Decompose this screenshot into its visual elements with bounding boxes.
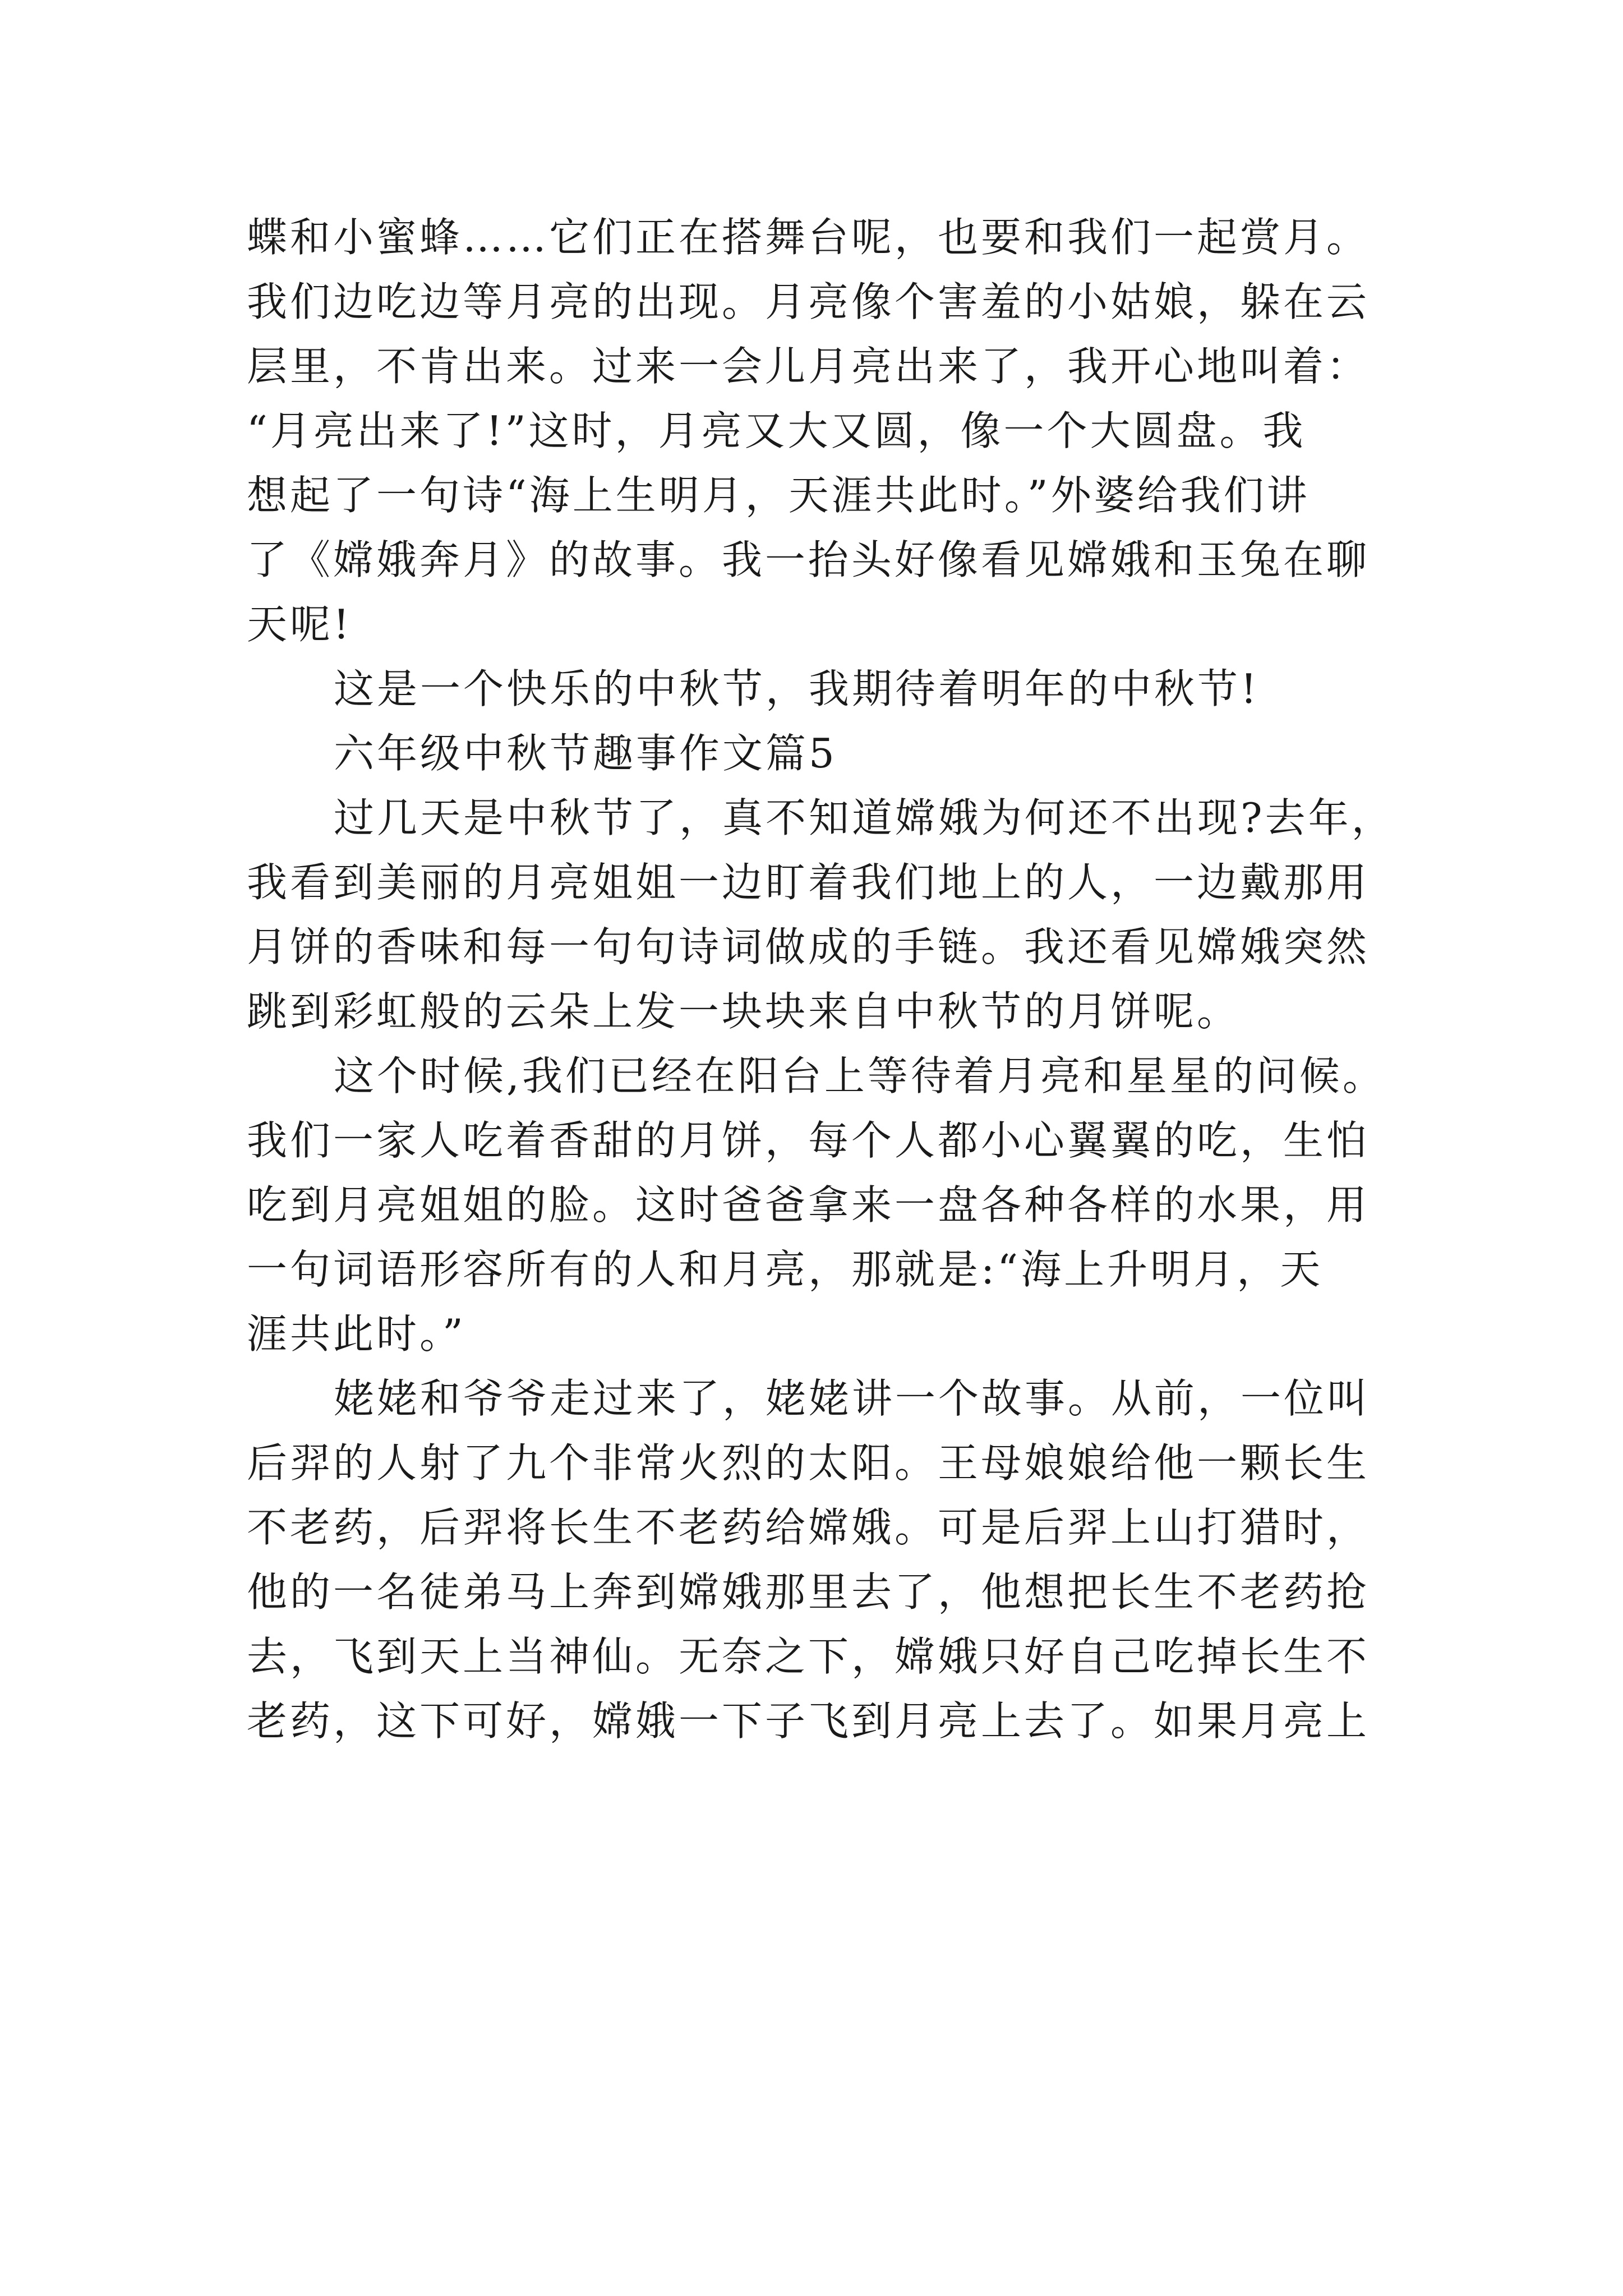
text-line: 层里，不肯出来。过来一会儿月亮出来了，我开心地叫着：	[247, 343, 1370, 390]
text-line: 一句词语形容所有的人和月亮，那就是:“海上升明月，天	[247, 1246, 1324, 1293]
text-line: 蝶和小蜜蜂……它们正在搭舞台呢，也要和我们一起赏月。	[247, 214, 1370, 261]
text-line: 吃到月亮姐姐的脸。这时爸爸拿来一盘各种各样的水果，用	[247, 1181, 1370, 1228]
text-line: 我们一家人吃着香甜的月饼，每个人都小心翼翼的吃，生怕	[247, 1117, 1370, 1164]
text-line: 后羿的人射了九个非常火烈的太阳。王母娘娘给他一颗长生	[247, 1439, 1370, 1487]
text-line: 他的一名徒弟马上奔到嫦娥那里去了，他想把长生不老药抢	[247, 1568, 1370, 1616]
text-line: 想起了一句诗“海上生明月，天涯共此时。”外婆给我们讲	[247, 472, 1310, 519]
section-heading: 六年级中秋节趣事作文篇5	[334, 730, 837, 777]
text-line: 了《嫦娥奔月》的故事。我一抬头好像看见嫦娥和玉兔在聊	[247, 536, 1370, 583]
text-line: 我看到美丽的月亮姐姐一边盯着我们地上的人，一边戴那用	[247, 859, 1370, 906]
text-line: 我们边吃边等月亮的出现。月亮像个害羞的小姑娘，躲在云	[247, 278, 1370, 325]
text-line: 过几天是中秋节了，真不知道嫦娥为何还不出现?去年，	[334, 794, 1395, 841]
text-line: 姥姥和爷爷走过来了，姥姥讲一个故事。从前，一位叫	[334, 1375, 1371, 1422]
text-line: 这个时候,我们已经在阳台上等待着月亮和星星的问候。	[334, 1052, 1386, 1099]
text-line: 天呢!	[247, 601, 352, 648]
text-line: 月饼的香味和每一句句诗词做成的手链。我还看见嫦娥突然	[247, 923, 1370, 970]
text-line: 跳到彩虹般的云朵上发一块块来自中秋节的月饼呢。	[247, 988, 1241, 1035]
text-line: 老药，这下可好，嫦娥一下子飞到月亮上去了。如果月亮上	[247, 1697, 1370, 1745]
text-line: 涯共此时。”	[247, 1310, 466, 1358]
text-line: 不老药，后羿将长生不老药给嫦娥。可是后羿上山打猎时，	[247, 1504, 1370, 1551]
text-line: “月亮出来了!”这时，月亮又大又圆，像一个大圆盘。我	[247, 407, 1306, 454]
text-line: 这是一个快乐的中秋节，我期待着明年的中秋节!	[334, 665, 1260, 712]
text-line: 去，飞到天上当神仙。无奈之下，嫦娥只好自己吃掉长生不	[247, 1633, 1370, 1680]
